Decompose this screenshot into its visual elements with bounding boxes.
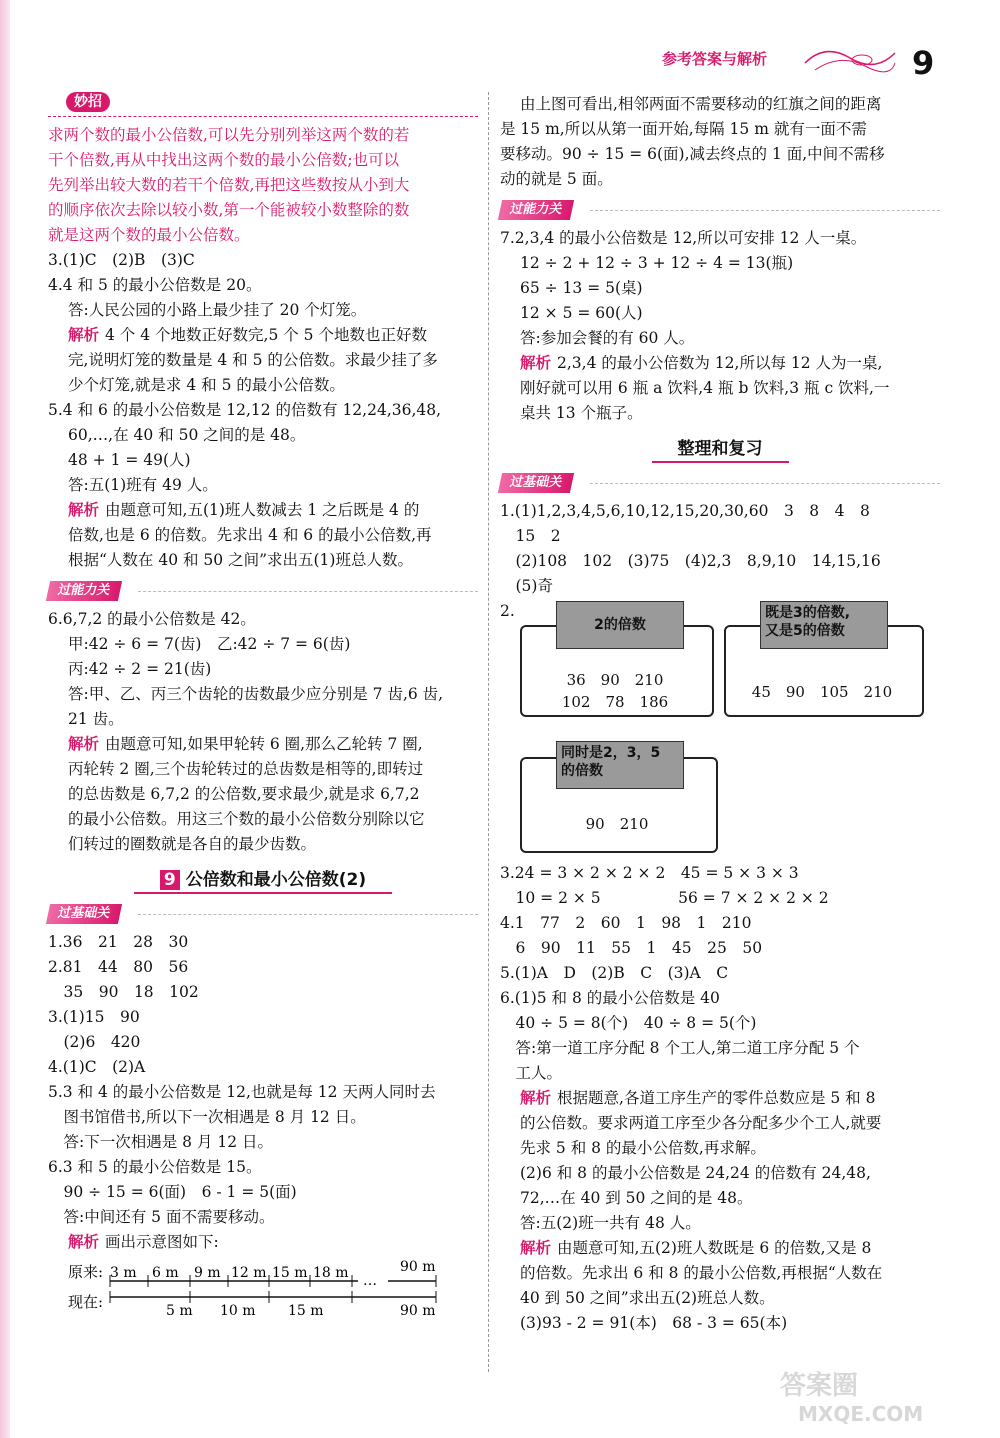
- answer-5-line: 48 + 1 = 49(人): [68, 451, 191, 469]
- s9-line: 答:下一次相遇是 8 月 12 日。: [48, 1133, 274, 1151]
- analysis-r6-2: [500, 1236, 940, 1261]
- badge-rule: [590, 210, 940, 211]
- s9-line: 35 90 18 102: [48, 983, 199, 1001]
- answer-7-line: 65 ÷ 13 = 5(桌): [520, 279, 643, 297]
- answer-5-line: 60,…,在 40 和 50 之间的是 48。: [68, 426, 306, 444]
- scale-tick-label: 6 m: [152, 1265, 179, 1281]
- analysis-text: 的最小公倍数。用这三个数的最小公倍数分别除以它: [68, 810, 425, 828]
- analysis-text: 倍数,也是 6 的倍数。先求出 4 和 6 的最小公倍数,再: [68, 526, 432, 544]
- section-badge: 过基础关: [498, 473, 574, 493]
- s9-line: 6.3 和 5 的最小公倍数是 15。: [48, 1158, 262, 1176]
- scale-tick-label: 90 m: [400, 1303, 436, 1317]
- tip-header: [48, 92, 478, 114]
- analysis-text: 4 个 4 个地数正好数完,5 个 5 个地数也正好数: [105, 326, 427, 344]
- review-line: 6.(1)5 和 8 的最小公倍数是 40: [500, 989, 720, 1007]
- review-line: 工人。: [500, 1064, 563, 1082]
- s9-line: 2.81 44 80 56: [48, 958, 189, 976]
- review-1-line: (2)108 102 (3)75 (4)2,3 8,9,10 14,15,16: [500, 552, 881, 570]
- page-edge-strip: [0, 0, 10, 1438]
- analysis-label: 解析: [520, 1089, 552, 1107]
- box-title-line: 又是5的倍数: [765, 623, 845, 639]
- tip-text: [48, 123, 478, 248]
- review-1-line: (5)奇: [500, 577, 553, 595]
- analysis-text: 刚好就可以用 6 瓶 a 饮料,4 瓶 b 饮料,3 瓶 c 饮料,一: [520, 379, 890, 397]
- scale-tick-label: 18 m: [313, 1265, 349, 1281]
- review-line: 10 = 2 × 5 56 = 7 × 2 × 2 × 2: [500, 889, 829, 907]
- box-multiples-of-2-3-5-values: 90 210: [585, 815, 649, 833]
- continuation-line: 要移动。90 ÷ 15 = 6(面),减去终点的 1 面,中间不需移: [500, 145, 885, 163]
- tip-line: 的顺序依次去除以较小数,第一个能被较小数整除的数: [48, 201, 410, 219]
- analysis-text: 由题意可知,五(1)班人数减去 1 之后既是 4 的: [105, 501, 420, 519]
- analysis-text: 2,3,4 的最小公倍数为 12,所以每 12 人为一桌,: [557, 354, 883, 372]
- tip-line: 就是这两个数的最小公倍数。: [48, 226, 250, 244]
- scale-row2-label: 现在:: [68, 1293, 104, 1311]
- review-line: 4.1 77 2 60 1 98 1 210: [500, 914, 752, 932]
- page-number: 9: [912, 44, 935, 82]
- section-badge: 过能力关: [498, 200, 574, 220]
- review-title-text: 整理和复习: [652, 434, 789, 463]
- analysis-text: 们转过的圈数就是各自的最少齿数。: [68, 835, 317, 853]
- analysis-label: 解析: [68, 735, 100, 753]
- answer-4-line2: 答:人民公园的小路上最少挂了 20 个灯笼。: [68, 301, 367, 319]
- analysis-5: [48, 498, 478, 523]
- scale-tick-label: 5 m: [166, 1303, 193, 1317]
- continuation-line: 动的就是 5 面。: [500, 170, 613, 188]
- review-line: 5.(1)A D (2)B C (3)A C: [500, 964, 729, 982]
- scale-ellipsis: …: [363, 1273, 377, 1289]
- review-6-2-line: (2)6 和 8 的最小公倍数是 24,24 的倍数有 24,48,: [520, 1164, 871, 1182]
- answer-6-line: 丙:42 ÷ 2 = 21(齿): [68, 660, 212, 678]
- scale-tick-label: 15 m: [288, 1303, 324, 1317]
- tip-line: 先列举出较大数的若干个倍数,再把这些数按从小到大: [48, 176, 410, 194]
- box-multiples-of-3-and-5-title: [760, 601, 888, 649]
- tip-label: 妙招: [66, 92, 110, 112]
- scale-tick-label: 12 m: [231, 1265, 267, 1281]
- answer-6-line: 甲:42 ÷ 6 = 7(齿) 乙:42 ÷ 7 = 6(齿): [68, 635, 351, 653]
- answer-5-line: 答:五(1)班有 49 人。: [68, 476, 218, 494]
- review-1-line: 15 2: [500, 527, 561, 545]
- badge-rule: [138, 914, 478, 915]
- analysis-text: 由题意可知,如果甲轮转 6 圈,那么乙轮转 7 圈,: [105, 735, 423, 753]
- answer-6-line: 21 齿。: [68, 710, 124, 728]
- analysis-label: 解析: [68, 326, 100, 344]
- s9-line: 3.(1)15 90: [48, 1008, 140, 1026]
- answer-5-line: 5.4 和 6 的最小公倍数是 12,12 的倍数有 12,24,36,48,: [48, 401, 442, 419]
- analysis-text: 40 到 50 之间”求出五(2)班总人数。: [520, 1289, 775, 1307]
- review-6-2-line: 答:五(2)班一共有 48 人。: [520, 1214, 701, 1232]
- analysis-text: 少个灯笼,就是求 4 和 5 的最小公倍数。: [68, 376, 345, 394]
- answer-7-line: 7.2,3,4 的最小公倍数是 12,所以可安排 12 人一桌。: [500, 229, 867, 247]
- box-multiples-of-2-values: [520, 669, 710, 713]
- left-column: [48, 92, 478, 1317]
- section-badge-row: [500, 196, 940, 226]
- answer-3: 3.(1)C (2)B (3)C: [48, 251, 195, 269]
- analysis-r6: [500, 1086, 940, 1111]
- answer-7-line: 12 × 5 = 60(人): [520, 304, 643, 322]
- analysis-label: 解析: [520, 354, 552, 372]
- watermark-url: MXQE.COM: [798, 1402, 924, 1426]
- answer-6-line: 答:甲、乙、丙三个齿轮的齿数最少应分别是 7 齿,6 齿,: [68, 685, 444, 703]
- analysis-label: 解析: [68, 501, 100, 519]
- analysis-text: 的倍数。先求出 6 和 8 的最小公倍数,再根据“人数在: [520, 1264, 883, 1282]
- analysis-label: 解析: [68, 1233, 100, 1251]
- review-2-number: 2.: [500, 602, 515, 620]
- box-values-line: 102 78 186: [561, 693, 669, 711]
- box-title-line: 的倍数: [561, 763, 603, 779]
- continuation-line: 由上图可看出,相邻两面不需要移动的红旗之间的距离: [520, 95, 882, 113]
- section-badge: 过基础关: [46, 904, 122, 924]
- analysis-text: 的公倍数。要求两道工序至少各分配多少个工人,就要: [520, 1114, 882, 1132]
- section-9-title: [48, 865, 478, 894]
- analysis-4: [48, 323, 478, 348]
- scale-tick-label: 9 m: [194, 1265, 221, 1281]
- venn-boxes-area: [500, 599, 940, 861]
- analysis-label: 解析: [520, 1239, 552, 1257]
- section-badge: 过能力关: [46, 581, 122, 601]
- answer-7-line: 答:参加会餐的有 60 人。: [520, 329, 695, 347]
- number-line-diagram: [48, 1257, 478, 1317]
- box-multiples-of-2-title: 2的倍数: [556, 601, 684, 649]
- header-title: 参考答案与解析: [662, 50, 768, 68]
- continuation-line: 是 15 m,所以从第一面开始,每隔 15 m 就有一面不需: [500, 120, 867, 138]
- s9-line: 90 ÷ 15 = 6(面) 6 - 1 = 5(面): [48, 1183, 297, 1201]
- badge-rule: [138, 591, 478, 592]
- analysis-text: 根据“人数在 40 和 50 之间”求出五(1)班总人数。: [68, 551, 413, 569]
- review-line: 40 ÷ 5 = 8(个) 40 ÷ 8 = 5(个): [500, 1014, 757, 1032]
- analysis-text: 的总齿数是 6,7,2 的公倍数,要求最少,就是求 6,7,2: [68, 785, 420, 803]
- analysis-6: [48, 732, 478, 757]
- box-title-line: 同时是2，3，5: [561, 745, 661, 761]
- s9-line: 1.36 21 28 30: [48, 933, 189, 951]
- analysis-7: [500, 351, 940, 376]
- section-badge-row: [48, 900, 478, 930]
- tip-divider: [48, 116, 478, 117]
- tip-line: 求两个数的最小公倍数,可以先分别列举这两个数的若: [48, 126, 410, 144]
- scale-row1-label: 原来:: [68, 1263, 104, 1281]
- review-line: 3.24 = 3 × 2 × 2 × 2 45 = 5 × 3 × 3: [500, 864, 799, 882]
- right-column: [500, 92, 940, 1336]
- s9-line: 4.(1)C (2)A: [48, 1058, 146, 1076]
- analysis-text: 先求 5 和 8 的最小公倍数,再求解。: [520, 1139, 766, 1157]
- scale-tick-label: 3 m: [110, 1265, 137, 1281]
- analysis-text: 由题意可知,五(2)班人数既是 6 的倍数,又是 8: [557, 1239, 872, 1257]
- scale-tick-label: 15 m: [272, 1265, 308, 1281]
- s9-line: 答:中间还有 5 面不需要移动。: [48, 1208, 275, 1226]
- analysis-text: 画出示意图如下:: [105, 1233, 219, 1251]
- s9-line: 5.3 和 4 的最小公倍数是 12,也就是每 12 天两人同时去: [48, 1083, 436, 1101]
- review-section-title: [500, 434, 940, 463]
- s9-line: (2)6 420: [48, 1033, 141, 1051]
- answer-6-line: 6.6,7,2 的最小公倍数是 42。: [48, 610, 256, 628]
- review-1-line: 1.(1)1,2,3,4,5,6,10,12,15,20,30,60 3 8 4 8: [500, 502, 870, 520]
- analysis-text: 丙轮转 2 圈,三个齿轮转过的总齿数是相等的,即转过: [68, 760, 424, 778]
- analysis-text: 完,说明灯笼的数量是 4 和 5 的公倍数。求最少挂了多: [68, 351, 438, 369]
- answer-7-line: 12 ÷ 2 + 12 ÷ 3 + 12 ÷ 4 = 13(瓶): [520, 254, 794, 272]
- scale-tick-label: 90 m: [400, 1259, 436, 1275]
- tip-line: 干个倍数,再从中找出这两个数的最小公倍数;也可以: [48, 151, 400, 169]
- header-decoration-icon: [800, 38, 900, 78]
- section-title-text: 公倍数和最小公倍数(2): [185, 870, 367, 890]
- section-badge-row: [48, 577, 478, 607]
- scale-tick-label: 10 m: [220, 1303, 256, 1317]
- watermark-logo: 答案圈: [780, 1371, 859, 1401]
- review-line: 答:第一道工序分配 8 个工人,第二道工序分配 5 个: [500, 1039, 860, 1057]
- box-multiples-of-3-and-5-values: 45 90 105 210: [751, 683, 893, 701]
- analysis-s9: [48, 1230, 478, 1255]
- review-6-2-line: 72,…在 40 到 50 之间的是 48。: [520, 1189, 753, 1207]
- box-multiples-of-2-3-5-title: [556, 741, 684, 789]
- analysis-text: 桌共 13 个瓶子。: [520, 404, 643, 422]
- column-divider: [488, 92, 489, 1372]
- review-line: 6 90 11 55 1 45 25 50: [500, 939, 763, 957]
- badge-rule: [590, 483, 940, 484]
- s9-line: 图书馆借书,所以下一次相遇是 8 月 12 日。: [48, 1108, 366, 1126]
- analysis-text: 根据题意,各道工序生产的零件总数应是 5 和 8: [557, 1089, 876, 1107]
- box-title-line: 既是3的倍数,: [765, 605, 851, 621]
- answer-4-line1: 4.4 和 5 的最小公倍数是 20。: [48, 276, 262, 294]
- section-number: 9: [160, 870, 180, 890]
- section-badge-row: [500, 469, 940, 499]
- review-6-3-line: (3)93 - 2 = 91(本) 68 - 3 = 65(本): [520, 1314, 788, 1332]
- box-values-line: 36 90 210: [566, 671, 664, 689]
